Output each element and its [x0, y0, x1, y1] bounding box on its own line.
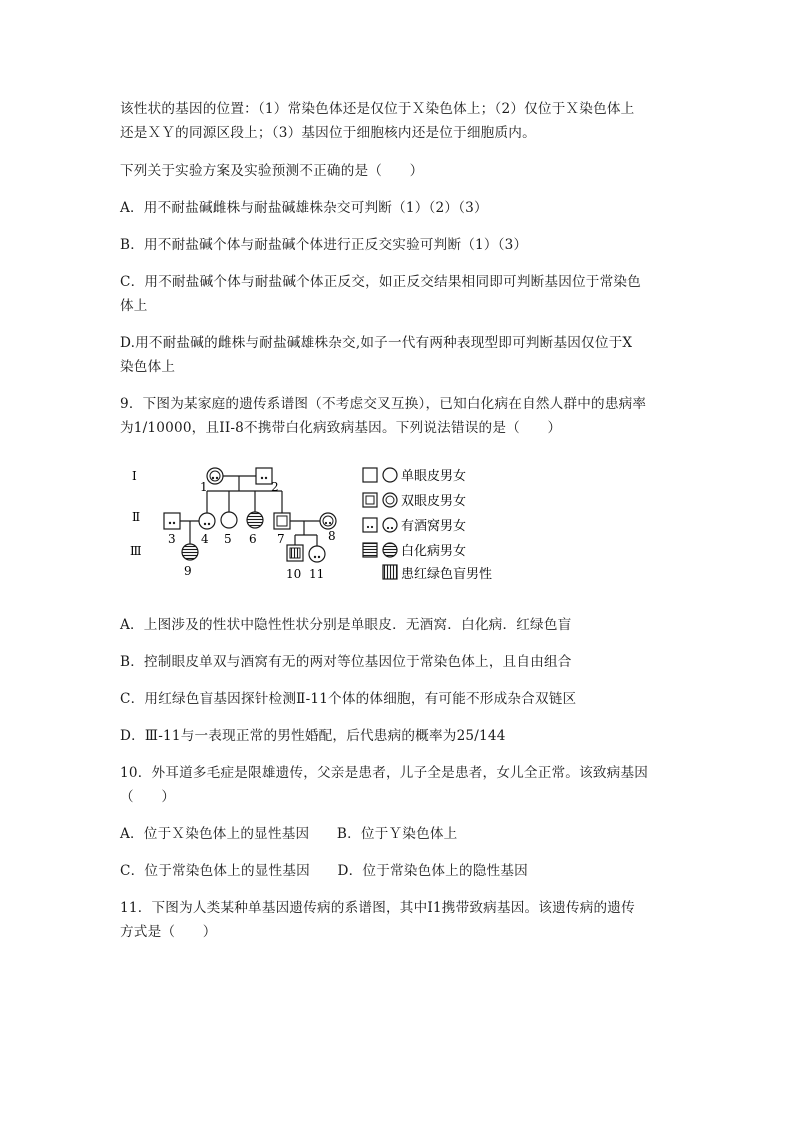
q10-stem-line-1: 10．外耳道多毛症是限雄遗传，父亲是患者，儿子全是患者，女儿全正常。该致病基因	[120, 765, 649, 781]
id-2: 2	[271, 480, 279, 494]
q8-option-b: B．用不耐盐碱个体与耐盐碱个体进行正反交实验可判断（1）（3）	[120, 237, 528, 253]
individual-II-3	[164, 513, 180, 529]
individual-II-7	[274, 513, 290, 529]
generation-label-3: Ⅲ	[130, 544, 142, 558]
id-10: 10	[286, 567, 302, 581]
q11-stem-line-1: 11．下图为人类某种单基因遗传病的系谱图，其中Ⅰ1携带致病基因。该遗传病的遗传	[120, 900, 635, 916]
q9-option-a: A．上图涉及的性状中隐性性状分别是单眼皮．无酒窝．白化病．红绿色盲	[120, 617, 572, 633]
q9-option-c: C．用红绿色盲基因探针检测Ⅱ-11个体的体细胞，有可能不形成杂合双链区	[120, 691, 577, 707]
id-3: 3	[168, 532, 176, 546]
individual-I-1	[207, 468, 223, 484]
q10-options-ab: A．位于Ｘ染色体上的显性基因 B．位于Ｙ染色体上	[120, 826, 458, 842]
generation-label-2: Ⅱ	[132, 510, 141, 524]
q9-stem-line-2: 为1/10000，且II-8不携带白化病致病基因。下列说法错误的是（ ）	[120, 420, 562, 436]
individual-III-9	[182, 544, 198, 560]
q8-option-d-line-2: 染色体上	[120, 359, 176, 375]
id-11: 11	[309, 567, 325, 581]
q8-option-c-line-1: C．用不耐盐碱个体与耐盐碱个体正反交，如正反交结果相同即可判断基因位于常染色	[120, 274, 641, 290]
q9-option-b: B．控制眼皮单双与酒窝有无的两对等位基因位于常染色体上，且自由组合	[120, 654, 572, 670]
legend-color-blind: 患红绿色盲男性	[401, 567, 493, 582]
q8-intro-line-1: 该性状的基因的位置：（1）常染色体还是仅位于Ｘ染色体上；（2）仅位于Ｘ染色体上	[120, 101, 635, 117]
q8-intro-line-2: 还是ＸＹ的同源区段上；（3）基因位于细胞核内还是位于细胞质内。	[120, 125, 536, 141]
id-7: 7	[277, 532, 285, 546]
legend-double-eyelid: 双眼皮男女	[401, 494, 467, 509]
q10-stem-line-2: （ ）	[120, 789, 176, 805]
individual-II-5	[221, 512, 237, 528]
individual-II-4	[199, 513, 215, 529]
id-4: 4	[201, 532, 209, 546]
individual-III-10	[287, 545, 303, 561]
legend-albinism: 白化病男女	[401, 544, 467, 559]
individual-II-8	[320, 513, 336, 529]
generation-label-1: Ⅰ	[132, 469, 137, 483]
individual-III-11	[309, 546, 325, 562]
q10-options-cd: C．位于常染色体上的显性基因 D．位于常染色体上的隐性基因	[120, 863, 528, 879]
pedigree-chart	[122, 458, 522, 588]
pedigree-legend	[363, 468, 492, 582]
q9-option-d: D．Ⅲ-11与一表现正常的男性婚配，后代患病的概率为25/144	[120, 728, 506, 744]
pedigree-figure	[122, 458, 522, 588]
q8-option-c-line-2: 体上	[120, 298, 148, 314]
q11-stem-line-2: 方式是（ ）	[120, 924, 217, 940]
legend-dimple: 有酒窝男女	[401, 519, 467, 534]
id-1: 1	[200, 480, 208, 494]
legend-single-eyelid: 单眼皮男女	[401, 469, 467, 484]
id-9: 9	[184, 564, 192, 578]
q8-stem: 下列关于实验方案及实验预测不正确的是（ ）	[120, 163, 424, 179]
individual-I-2	[256, 468, 272, 484]
q8-option-a: A．用不耐盐碱雌株与耐盐碱雄株杂交可判断（1）（2）（3）	[120, 200, 488, 216]
id-5: 5	[224, 532, 232, 546]
q8-option-d-line-1: D.用不耐盐碱的雌株与耐盐碱雄株杂交,如子一代有两种表现型即可判断基因仅位于X	[120, 335, 633, 351]
q9-stem-line-1: 9．下图为某家庭的遗传系谱图（不考虑交叉互换），已知白化病在自然人群中的患病率	[120, 396, 647, 412]
individual-II-6	[247, 512, 263, 528]
id-6: 6	[249, 532, 257, 546]
id-8: 8	[328, 529, 336, 543]
